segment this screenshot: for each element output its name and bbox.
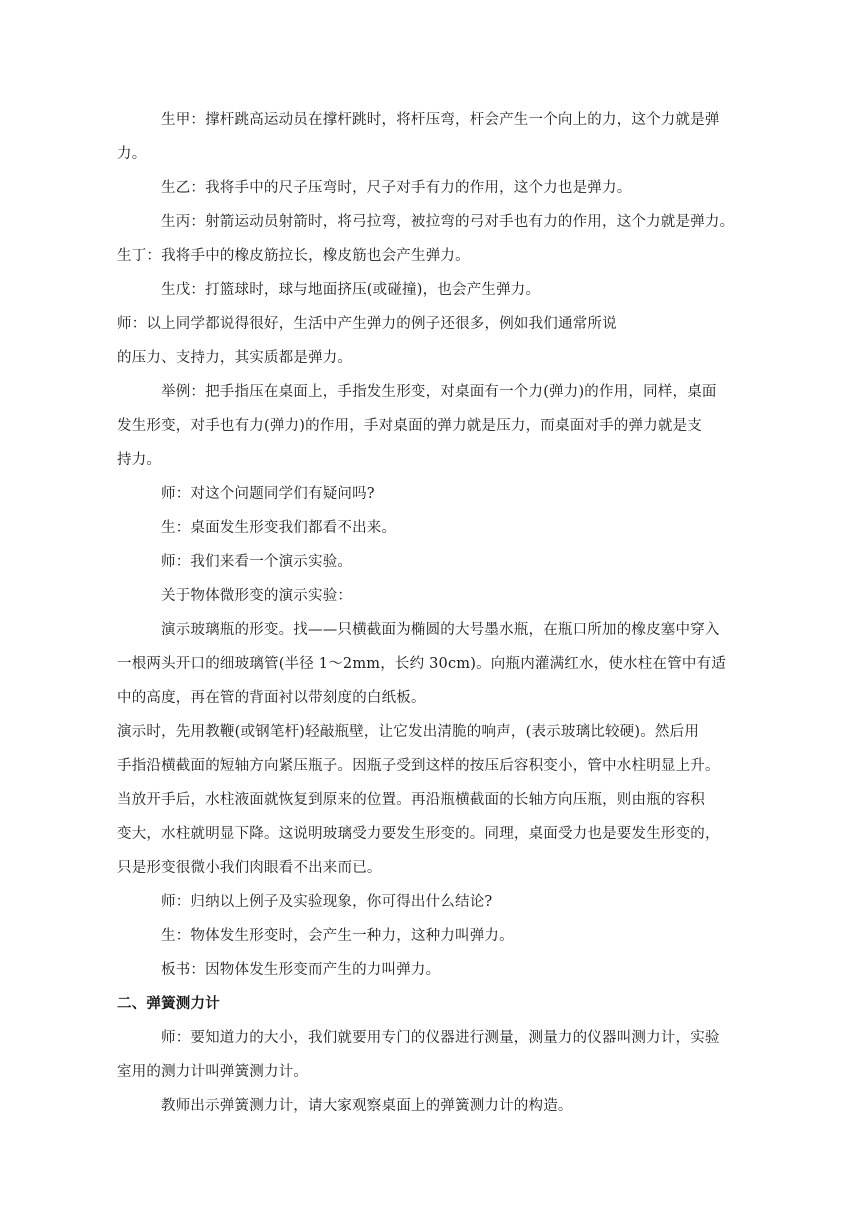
text-line: 手指沿横截面的短轴方向紧压瓶子。因瓶子受到这样的按压后容积变小，管中水柱明显上升。 — [117, 758, 720, 774]
text-line: 室用的测力计叫弹簧测力计。 — [117, 1064, 309, 1080]
text-line: 一根两头开口的细玻璃管(半径 1～2mm，长约 30cm)。向瓶内灌满红水，使水柱在管中有适 — [117, 656, 726, 672]
text-line: 生丙：射箭运动员射箭时，将弓拉弯，被拉弯的弓对手也有力的作用，这个力就是弹力。 — [161, 214, 735, 230]
text-line: 生丁：我将手中的橡皮筋拉长，橡皮筋也会产生弹力。 — [117, 248, 470, 264]
text-line: 生乙：我将手中的尺子压弯时，尺子对手有力的作用，这个力也是弹力。 — [161, 180, 632, 196]
text-line: 中的高度，再在管的背面衬以带刻度的白纸板。 — [117, 690, 426, 706]
text-line: 持力。 — [117, 452, 162, 468]
text-line: 师：要知道力的大小，我们就要用专门的仪器进行测量，测量力的仪器叫测力计，实验 — [161, 1030, 720, 1046]
text-line: 演示玻璃瓶的形变。找——只横截面为椭圆的大号墨水瓶，在瓶口所加的橡皮塞中穿入 — [161, 622, 720, 638]
section-heading: 二、弹簧测力计 — [117, 996, 220, 1012]
text-line: 演示时，先用教鞭(或钢笔杆)轻敲瓶壁，让它发出清脆的响声，(表示玻璃比较硬)。然后用 — [117, 724, 700, 740]
text-line: 师：对这个问题同学们有疑问吗? — [161, 486, 375, 502]
text-line: 举例：把手指压在桌面上，手指发生形变，对桌面有一个力(弹力)的作用，同样，桌面 — [161, 384, 717, 400]
text-line: 生戊：打篮球时，球与地面挤压(或碰撞)，也会产生弹力。 — [161, 282, 541, 298]
text-line: 生：物体发生形变时，会产生一种力，这种力叫弹力。 — [161, 928, 514, 944]
text-line: 发生形变，对手也有力(弹力)的作用，手对桌面的弹力就是压力，而桌面对手的弹力就是支 — [117, 418, 703, 434]
document-page — [117, 108, 745, 1128]
text-line: 生：桌面发生形变我们都看不出来。 — [161, 520, 397, 536]
text-line: 生甲：撑杆跳高运动员在撑杆跳时，将杆压弯，杆会产生一个向上的力，这个力就是弹 — [161, 112, 720, 128]
text-line: 的压力、支持力，其实质都是弹力。 — [117, 350, 353, 366]
text-line: 板书：因物体发生形变而产生的力叫弹力。 — [161, 962, 441, 978]
text-line: 教师出示弹簧测力计，请大家观察桌面上的弹簧测力计的构造。 — [161, 1098, 573, 1114]
text-line: 师：我们来看一个演示实验。 — [161, 554, 353, 570]
text-line: 关于物体微形变的演示实验： — [161, 588, 353, 604]
text-line: 师：以上同学都说得很好，生活中产生弹力的例子还很多，例如我们通常所说 — [117, 316, 617, 332]
text-line: 变大，水柱就明显下降。这说明玻璃受力要发生形变的。同理，桌面受力也是要发生形变的， — [117, 826, 720, 842]
text-line: 师：归纳以上例子及实验现象，你可得出什么结论? — [161, 894, 493, 910]
text-line: 只是形变很微小我们肉眼看不出来而已。 — [117, 860, 382, 876]
text-line: 力。 — [117, 146, 147, 162]
text-line: 当放开手后，水柱液面就恢复到原来的位置。再沿瓶横截面的长轴方向压瓶，则由瓶的容积 — [117, 792, 705, 808]
